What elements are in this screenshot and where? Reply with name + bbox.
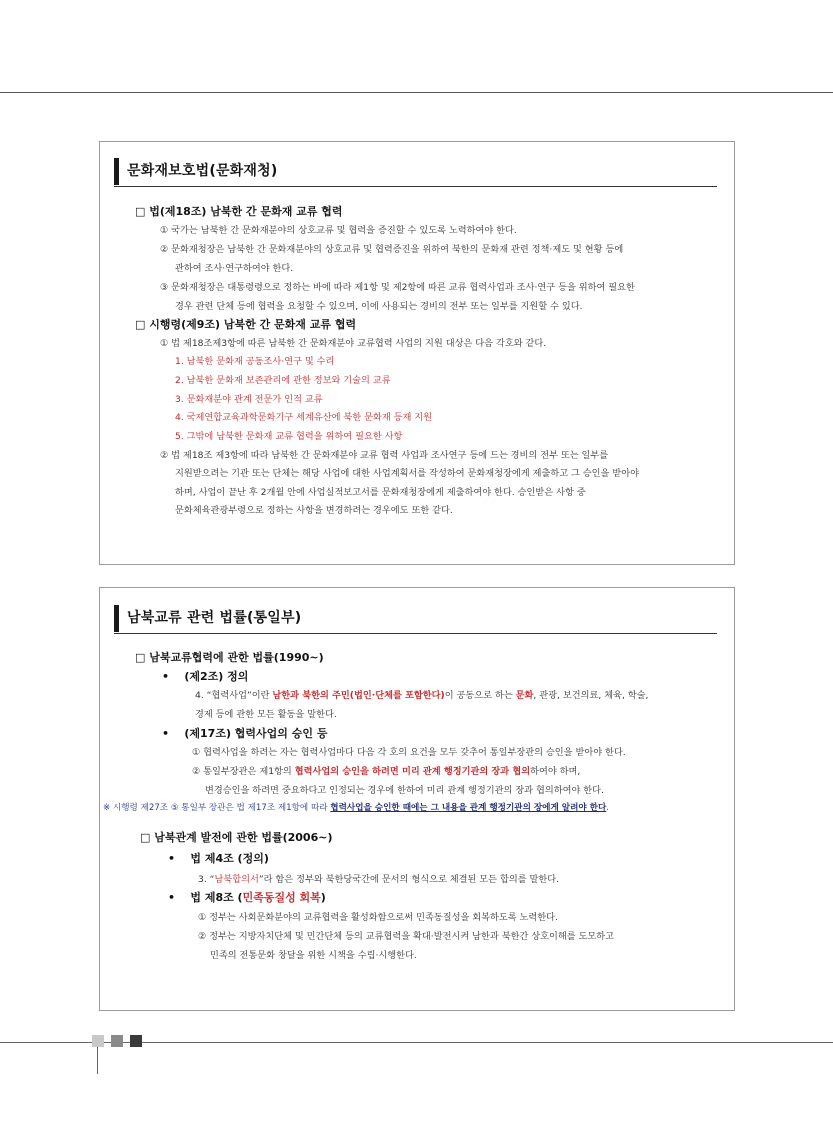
cultural-heritage-act-panel: [99, 141, 735, 565]
decree-para-2-cont: 문화체육관광부령으로 정하는 사항을 변경하려는 경우에도 또한 같다.: [175, 505, 453, 516]
header-rule: [0, 92, 833, 93]
inter-korean-exchange-laws-panel: [99, 587, 735, 1011]
text-run: .: [606, 803, 610, 813]
text-run: 이 공동으로 하는: [444, 690, 516, 701]
decree-para-2-cont: 하며, 사업이 끝난 후 2개월 안에 사업실적보고서를 문화재청장에게 제출하여야 한다. 승인받은 사항 중: [175, 487, 586, 498]
text-run: ※ 시행령 제27조 ⑤ 통일부 장관은 법 제17조 제1항에 따라: [103, 803, 331, 813]
bullet-icon: •: [162, 670, 170, 683]
decree-para-2: ② 법 제18조 제3항에 따라 남북한 간 문화재분야 교류 협력 사업과 조사연구 등에 드는 경비의 전부 또는 일부를: [160, 450, 609, 461]
text-run: , 관광, 보건의료, 체육, 학술,: [533, 690, 649, 701]
text-run: 4. “협력사업”이란: [195, 690, 273, 701]
section-marker: [114, 605, 119, 632]
highlight-text: 남북합의서: [214, 874, 259, 885]
underlined-text: 협력사업을 승인한 때에는 그 내용을 관계 행정기관의 장에게 알려야 한다: [330, 803, 607, 813]
section-header: [114, 603, 717, 634]
article-4-def: [198, 873, 559, 886]
highlight-text: 문화: [515, 690, 534, 701]
text-run: 하여야 하며,: [530, 766, 581, 777]
footer-square-mid: [111, 1035, 123, 1047]
bullet-label: ): [320, 891, 326, 904]
law-para-1: ① 국가는 남북한 간 문화재분야의 상호교류 및 협력을 증진할 수 있도록 노력하여야 한다.: [160, 225, 517, 236]
highlight-text: 민족동질성 회복: [242, 891, 321, 904]
bullet-label: (제17조) 협력사업의 승인 등: [184, 727, 328, 740]
article-17-para-2: [192, 765, 580, 778]
highlight-text: 남한과 북한의 주민(법인·단체를 포함한다): [272, 690, 445, 701]
decree-heading: □ 시행령(제9조) 남북한 간 문화재 교류 협력: [135, 318, 357, 331]
article-8-para-2: ② 정부는 지방자치단체 및 민간단체 등의 교류협력을 확대·발전시켜 남한과 북한간 상호이해를 도모하고: [198, 931, 615, 942]
law-para-3-cont: 경우 관련 단체 등에 협력을 요청할 수 있으며, 이에 사용되는 경비의 전부 또는 일부를 지원할 수 있다.: [175, 301, 583, 312]
article-8-para-1: ① 정부는 사회문화분야의 교류협력을 활성화함으로써 민족동질성을 회복하도록 노력한다.: [198, 912, 558, 923]
decree-item: 5. 그밖에 남북한 문화재 교류 협력을 위하여 필요한 사항: [175, 431, 403, 442]
decree-item: 1. 남북한 문화재 공동조사·연구 및 수리: [175, 356, 335, 367]
bullet-icon: •: [168, 852, 176, 865]
article-17-para-2-cont: 변경승인을 하려면 중요하다고 인정되는 경우에 한하여 미리 관계 행정기관의 장과 협의하여야 한다.: [205, 785, 604, 796]
bullet-article-17: [162, 727, 327, 740]
footer-square-dark: [130, 1035, 142, 1047]
law-para-2-cont: 관하여 조사·연구하여야 한다.: [175, 263, 294, 274]
footer-square-light: [92, 1035, 104, 1047]
bullet-article-8: [168, 891, 326, 904]
text-run: 3. “: [198, 874, 215, 885]
bullet-icon: •: [168, 891, 176, 904]
decree-para-2-cont: 지원받으려는 기관 또는 단체는 해당 사업에 대한 사업계획서를 작성하여 문화재청장에게 제출하고 그 승인을 받아야: [175, 468, 639, 479]
article-2-def: [195, 689, 648, 702]
bullet-label: (제2조) 정의: [184, 670, 249, 683]
law-para-2: ② 문화재청장은 남북한 간 문화재분야의 상호교류 및 협력증진을 위하여 북한의 문화재 관련 정책·제도 및 현황 등에: [160, 244, 624, 255]
footer-rule: [0, 1042, 833, 1043]
section-marker: [114, 158, 119, 185]
act1-heading: □ 남북교류협력에 관한 법률(1990~): [135, 651, 324, 664]
bullet-article-2: [162, 670, 248, 683]
decree-item: 2. 남북한 문화재 보존관리에 관한 정보와 기술의 교류: [175, 375, 391, 386]
section-title: 남북교류 관련 법률(통일부): [127, 610, 302, 626]
bullet-label: 법 제4조 (정의): [190, 852, 269, 865]
act2-heading: □ 남북관계 발전에 관한 법률(2006~): [140, 831, 333, 844]
law-para-3: ③ 문화재청장은 대통령령으로 정하는 바에 따라 제1항 및 제2항에 따른 교류 협력사업과 조사·연구 등을 위하여 필요한: [160, 282, 635, 293]
decree-para-1: ① 법 제18조제3항에 따른 남북한 간 문화재분야 교류협력 사업의 지원 대상은 다음 각호와 같다.: [160, 338, 547, 349]
decree-item: 4. 국제연합교육과학문화기구 세계유산에 북한 문화재 등재 지원: [175, 412, 433, 423]
text-run: ② 통일부장관은 제1항의: [192, 766, 295, 777]
bullet-article-4: [168, 852, 269, 865]
article-8-para-2-cont: 민족의 전통문화 창달을 위한 시책을 수립·시행한다.: [210, 950, 417, 961]
article-17-para-1: ① 협력사업을 하려는 자는 협력사업마다 다음 각 호의 요건을 모두 갖추어 통일부장관의 승인을 받아야 한다.: [192, 747, 626, 758]
highlight-text: 협력사업의 승인을 하려면 미리 관계 행정기관의 장과 협의: [294, 766, 531, 777]
text-run: ”라 함은 정부와 북한당국간에 문서의 형식으로 체결된 모든 합의를 말한다.: [258, 874, 560, 885]
bullet-label: 법 제8조 (: [190, 891, 243, 904]
law-heading: □ 법(제18조) 남북한 간 문화재 교류 협력: [135, 205, 343, 218]
article-2-def-cont: 경제 등에 관한 모든 활동을 말한다.: [195, 709, 337, 720]
decree-item: 3. 문화재분야 관계 전문가 인적 교류: [175, 394, 323, 405]
bullet-icon: •: [162, 727, 170, 740]
section-header: [114, 156, 717, 187]
decree-note: [103, 802, 609, 815]
section-title: 문화재보호법(문화재청): [127, 163, 278, 179]
